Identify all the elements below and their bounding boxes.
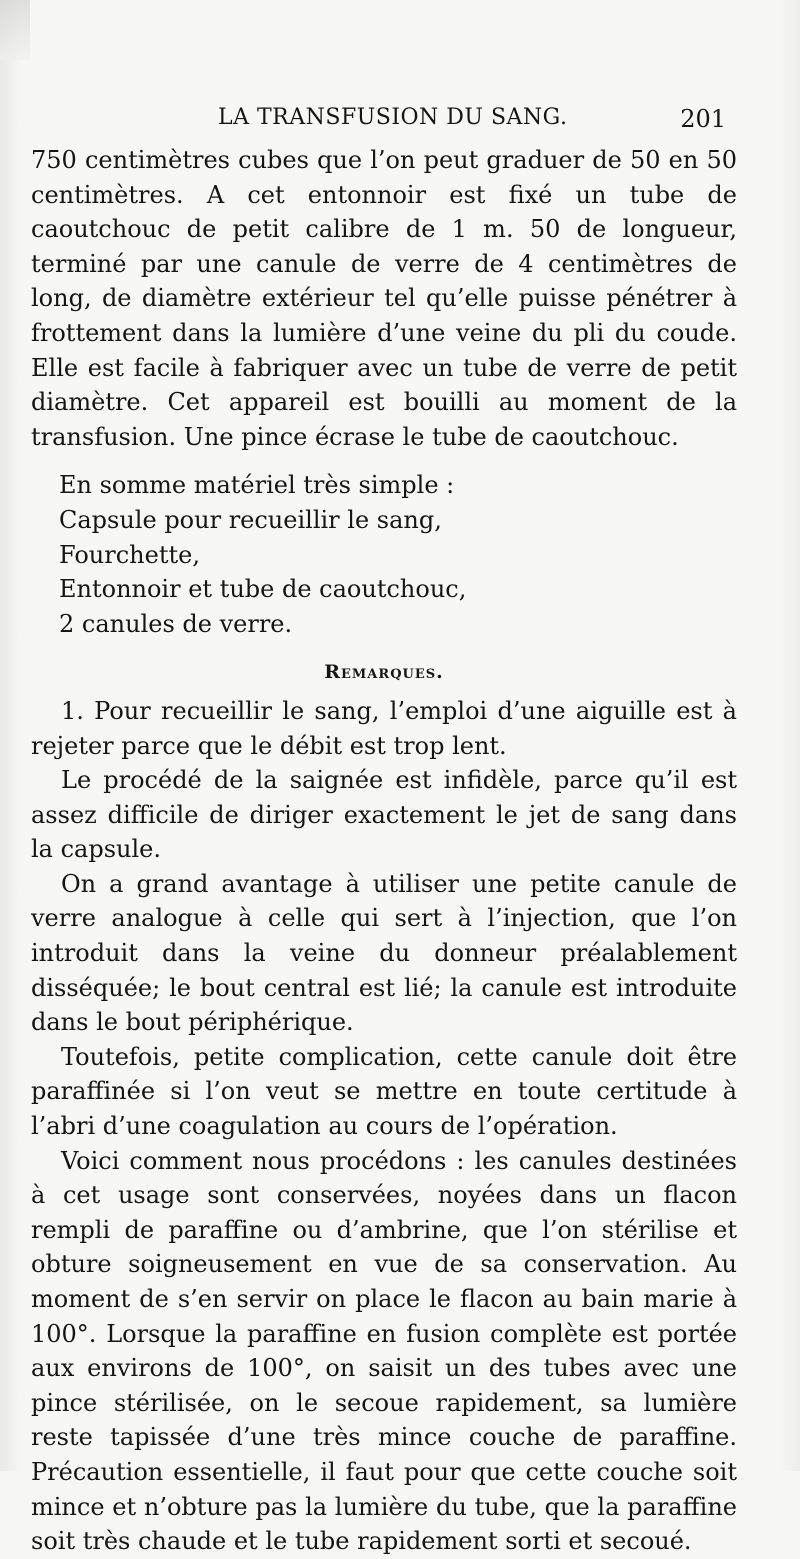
remark-paragraph: On a grand avantage à utiliser une petite canule de verre analogue à celle qui sert à l’injection, que l’on introduit dans la veine du donneur préalablement disséquée; le bout central est lié; la canule est introduite dans le bout périphérique. [31,869,737,1037]
remark-paragraph: Le procédé de la saignée est infidèle, parce qu’il est assez difficile de diriger exactement le jet de sang dans la capsule. [31,766,737,864]
remark-paragraph: 1. Pour recueillir le sang, l’emploi d’une aiguille est à rejeter parce que le débit est trop lent. [31,696,737,760]
materials-list [31,468,737,641]
page-header [62,105,726,137]
materials-list-intro: En somme matériel très simple : [59,471,455,500]
remark-paragraph: Voici comment nous procédons : les canules destinées à cet usage sont conservées, noyées dans un flacon rempli de paraffine ou d’ambrine, que l’on stérilise et obture soigneusement en vue de sa conservation. Au moment de s’en servir on place le flacon au bain marie à 100°. Lorsque la paraffine en fusion complète est portée aux environs de 100°, on saisit un des tubes avec une pince stérilisée, on le secoue rapidement, sa lumière reste tapissée d’une très mince couche de paraffine. Précaution essentielle, il faut pour que cette couche soit mince et n’obture pas la lumière du tube, que la paraffine soit très chaude et le tube rapidement sorti et secoué. [31,1146,737,1556]
section-heading: Remarques. [324,661,444,684]
list-item: Fourchette, [59,540,200,569]
intro-paragraph: 750 centimètres cubes que l’on peut graduer de 50 en 50 centimètres. A cet entonnoir est fixé un tube de caoutchouc de petit calibre de 1 m. 50 de longueur, terminé par une canule de verre de 4 centimètres de long, de diamètre extérieur tel qu’elle puisse pénétrer à frottement dans la lumière d’une veine du pli du coude. Elle est facile à fabriquer avec un tube de verre de petit diamètre. Cet appareil est bouilli au moment de la transfusion. Une pince écrase le tube de caoutchouc. [31,146,737,451]
remark-paragraph: Toutefois, petite complication, cette canule doit être paraffinée si l’on veut se mettre en toute certitude à l’abri d’une coagulation au cours de l’opération. [31,1042,737,1141]
list-item: Capsule pour recueillir le sang, [59,505,442,534]
page-body [31,143,737,1559]
list-item: 2 canules de verre. [59,609,293,638]
running-title: LA TRANSFUSION DU SANG. [218,105,568,130]
page-number: 201 [680,105,726,133]
list-item: Entonnoir et tube de caoutchouc, [59,575,467,604]
page-edge-mark [0,0,30,60]
